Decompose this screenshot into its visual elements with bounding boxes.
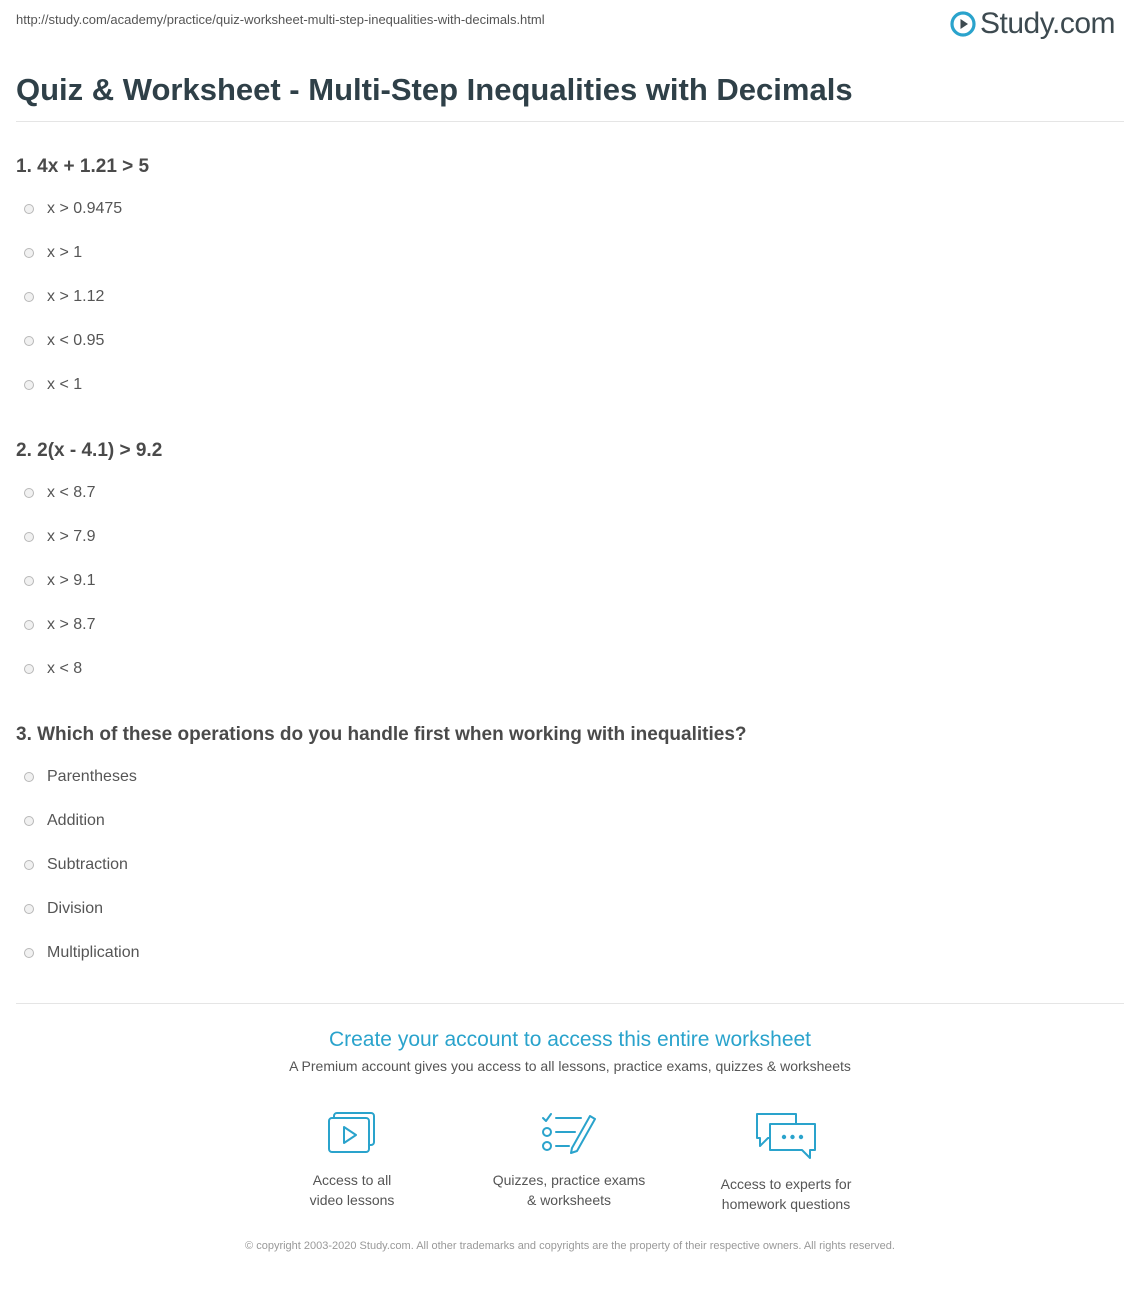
radio-button[interactable] [24,816,34,826]
answer-label: Subtraction [47,856,128,873]
expert-chat-icon [754,1110,818,1160]
answer-option[interactable] [24,944,139,962]
page-title: Quiz & Worksheet - Multi-Step Inequalities with Decimals [16,72,853,107]
feature-label: Quizzes, practice exams & worksheets [492,1172,646,1208]
radio-button[interactable] [24,488,34,498]
premium-description: A Premium account gives you access to all lessons, practice exams, quizzes & worksheets [289,1058,851,1074]
page-url: http://study.com/academy/practice/quiz-worksheet-multi-step-inequalities-with-decimals.html [16,12,545,27]
radio-button[interactable] [24,664,34,674]
quiz-checklist-icon [541,1110,597,1156]
answer-label: Parentheses [47,768,137,785]
answer-label: x < 8 [47,660,83,677]
copyright-notice: © copyright 2003-2020 Study.com. All other trademarks and copyrights are the property of their respective owners. All rights reserved. [245,1240,895,1252]
play-logo-icon [950,11,976,37]
study-logo[interactable] [950,8,1115,40]
answer-option[interactable] [24,812,105,830]
radio-button[interactable] [24,860,34,870]
answer-option[interactable] [24,332,104,350]
answer-option[interactable] [24,856,128,874]
answer-label: x > 0.9475 [47,200,123,217]
answer-option[interactable] [24,244,82,262]
answer-label: x < 0.95 [47,332,105,349]
video-lessons-icon [326,1110,378,1156]
radio-button[interactable] [24,772,34,782]
question-1: 1. 4x + 1.21 > 5 [16,156,150,177]
feature-label: Access to experts for homework questions [720,1176,852,1212]
radio-button[interactable] [24,336,34,346]
answer-option[interactable] [24,200,122,218]
answer-option[interactable] [24,572,95,590]
answer-label: Multiplication [47,944,140,961]
answer-option[interactable] [24,900,103,918]
answer-option[interactable] [24,660,82,678]
radio-button[interactable] [24,248,34,258]
answer-label: x < 1 [47,376,83,393]
radio-button[interactable] [24,292,34,302]
logo-text: Study.com [980,7,1115,40]
feature-label: Access to all video lessons [309,1172,395,1208]
feature-experts [691,1110,881,1214]
answer-label: Addition [47,812,105,829]
answer-option[interactable] [24,528,95,546]
radio-button[interactable] [24,532,34,542]
divider [16,1003,1124,1004]
feature-video-lessons [257,1110,447,1210]
answer-label: x > 1.12 [47,288,105,305]
answer-label: x > 7.9 [47,528,96,545]
answer-option[interactable] [24,616,95,634]
radio-button[interactable] [24,380,34,390]
answer-option[interactable] [24,768,137,786]
question-3: 3. Which of these operations do you handle first when working with inequalities? [16,724,747,745]
answer-label: x > 9.1 [47,572,96,589]
question-2: 2. 2(x - 4.1) > 9.2 [16,440,163,461]
answer-label: x > 1 [47,244,83,261]
radio-button[interactable] [24,576,34,586]
answer-option[interactable] [24,288,104,306]
feature-quizzes [474,1110,664,1210]
answer-label: x < 8.7 [47,484,96,501]
create-account-link[interactable]: Create your account to access this entire worksheet [328,1028,812,1051]
answer-label: Division [47,900,104,917]
answer-option[interactable] [24,484,95,502]
radio-button[interactable] [24,948,34,958]
radio-button[interactable] [24,904,34,914]
radio-button[interactable] [24,204,34,214]
answer-label: x > 8.7 [47,616,96,633]
divider [16,121,1124,122]
answer-option[interactable] [24,376,82,394]
radio-button[interactable] [24,620,34,630]
